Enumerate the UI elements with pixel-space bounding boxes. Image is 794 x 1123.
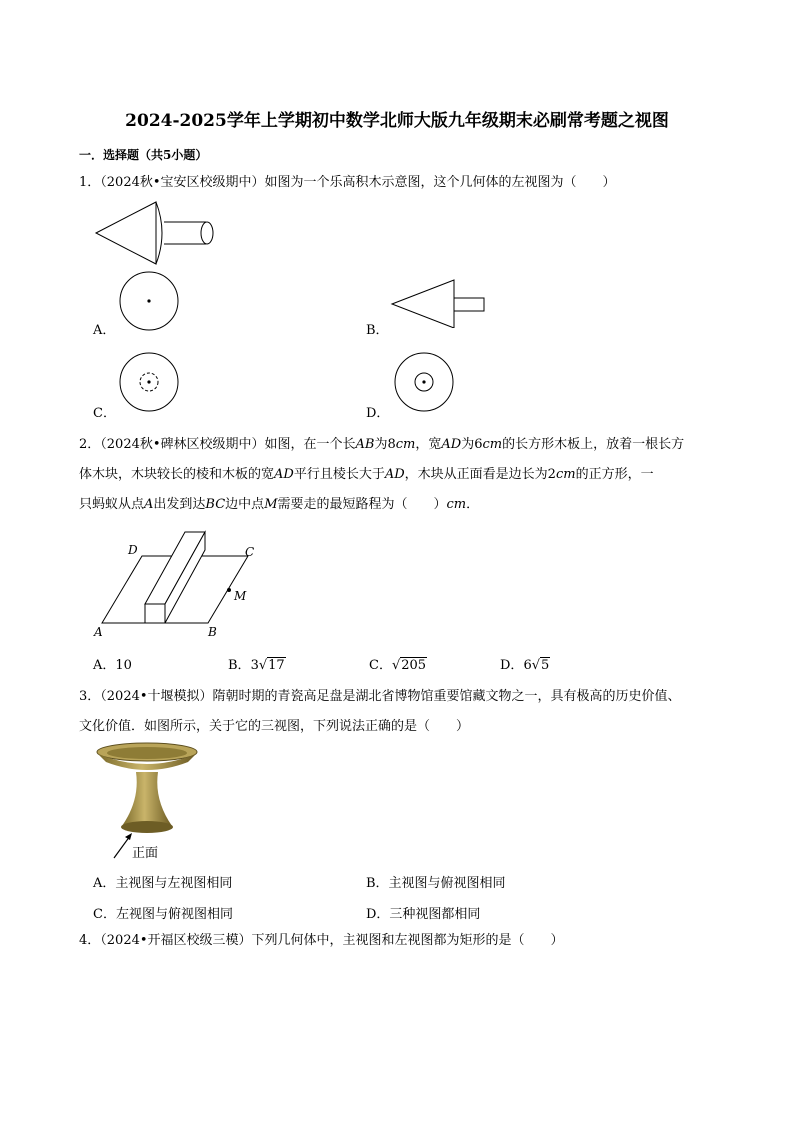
q1-option-d-figure	[393, 351, 455, 413]
q1-option-c-figure	[118, 351, 180, 413]
question-4-stem: 4．（2024•开福区校级三模）下列几何体中，主视图和左视图都为矩形的是（ ）	[79, 933, 564, 948]
q1-option-b-figure	[390, 278, 490, 328]
q2-option-d[interactable]: D．6√5	[500, 658, 550, 673]
label-m: M	[234, 589, 247, 603]
q2-option-b[interactable]: B．3√17	[228, 658, 285, 673]
sqrt-symbol: √17	[258, 658, 285, 673]
question-2-line-2: 体木块，木块较长的棱和木板的宽AD平行且棱长大于AD，木块从正面看是边长为2cm的正方形，一	[79, 467, 654, 482]
label-c: C	[245, 545, 255, 559]
q1-option-c[interactable]: C．	[93, 406, 116, 421]
label-a: A	[94, 625, 103, 639]
question-2-line-3: 只蚂蚁从点A出发到达BC边中点M需要走的最短路程为（ ）cm．	[79, 497, 480, 512]
sqrt-symbol: √205	[391, 658, 427, 673]
q3-option-a[interactable]: A．主视图与左视图相同	[93, 876, 233, 891]
q3-option-b[interactable]: B．主视图与俯视图相同	[366, 876, 506, 891]
label-d: D	[128, 543, 138, 557]
q1-option-a-figure	[118, 270, 180, 332]
section-heading: 一．选择题（共5小题）	[79, 148, 208, 162]
question-3-line-2: 文化价值．如图所示，关于它的三视图，下列说法正确的是（ ）	[79, 719, 470, 734]
q1-option-a[interactable]: A．	[93, 323, 116, 338]
question-3-line-1: 3．（2024•十堰模拟）隋朝时期的青瓷高足盘是湖北省博物馆重要馆藏文物之一，具有极高的历史价值、	[79, 689, 681, 704]
q1-lego-figure	[94, 196, 224, 271]
question-1-stem: 1．（2024秋•宝安区校级期中）如图为一个乐高积木示意图，这个几何体的左视图为（ ）	[79, 175, 616, 190]
q3-option-c[interactable]: C．左视图与俯视图相同	[93, 907, 233, 922]
q2-option-a[interactable]: A．10	[93, 658, 132, 673]
q2-board-figure	[90, 526, 280, 642]
page-title: 2024-2025学年上学期初中数学北师大版九年级期末必刷常考题之视图	[125, 111, 669, 131]
label-b: B	[208, 625, 217, 639]
q1-option-b[interactable]: B．	[366, 323, 389, 338]
q1-option-d[interactable]: D．	[366, 406, 390, 421]
q2-option-c[interactable]: C．√205	[369, 658, 427, 673]
question-2-line-1: 2．（2024秋•碑林区校级期中）如图，在一个长AB为8cm，宽AD为6cm的长方形木板上，放着一根长方	[79, 437, 685, 452]
front-label: 正面	[132, 846, 159, 861]
q3-option-d[interactable]: D．三种视图都相同	[366, 907, 481, 922]
sqrt-symbol: √5	[531, 658, 550, 673]
